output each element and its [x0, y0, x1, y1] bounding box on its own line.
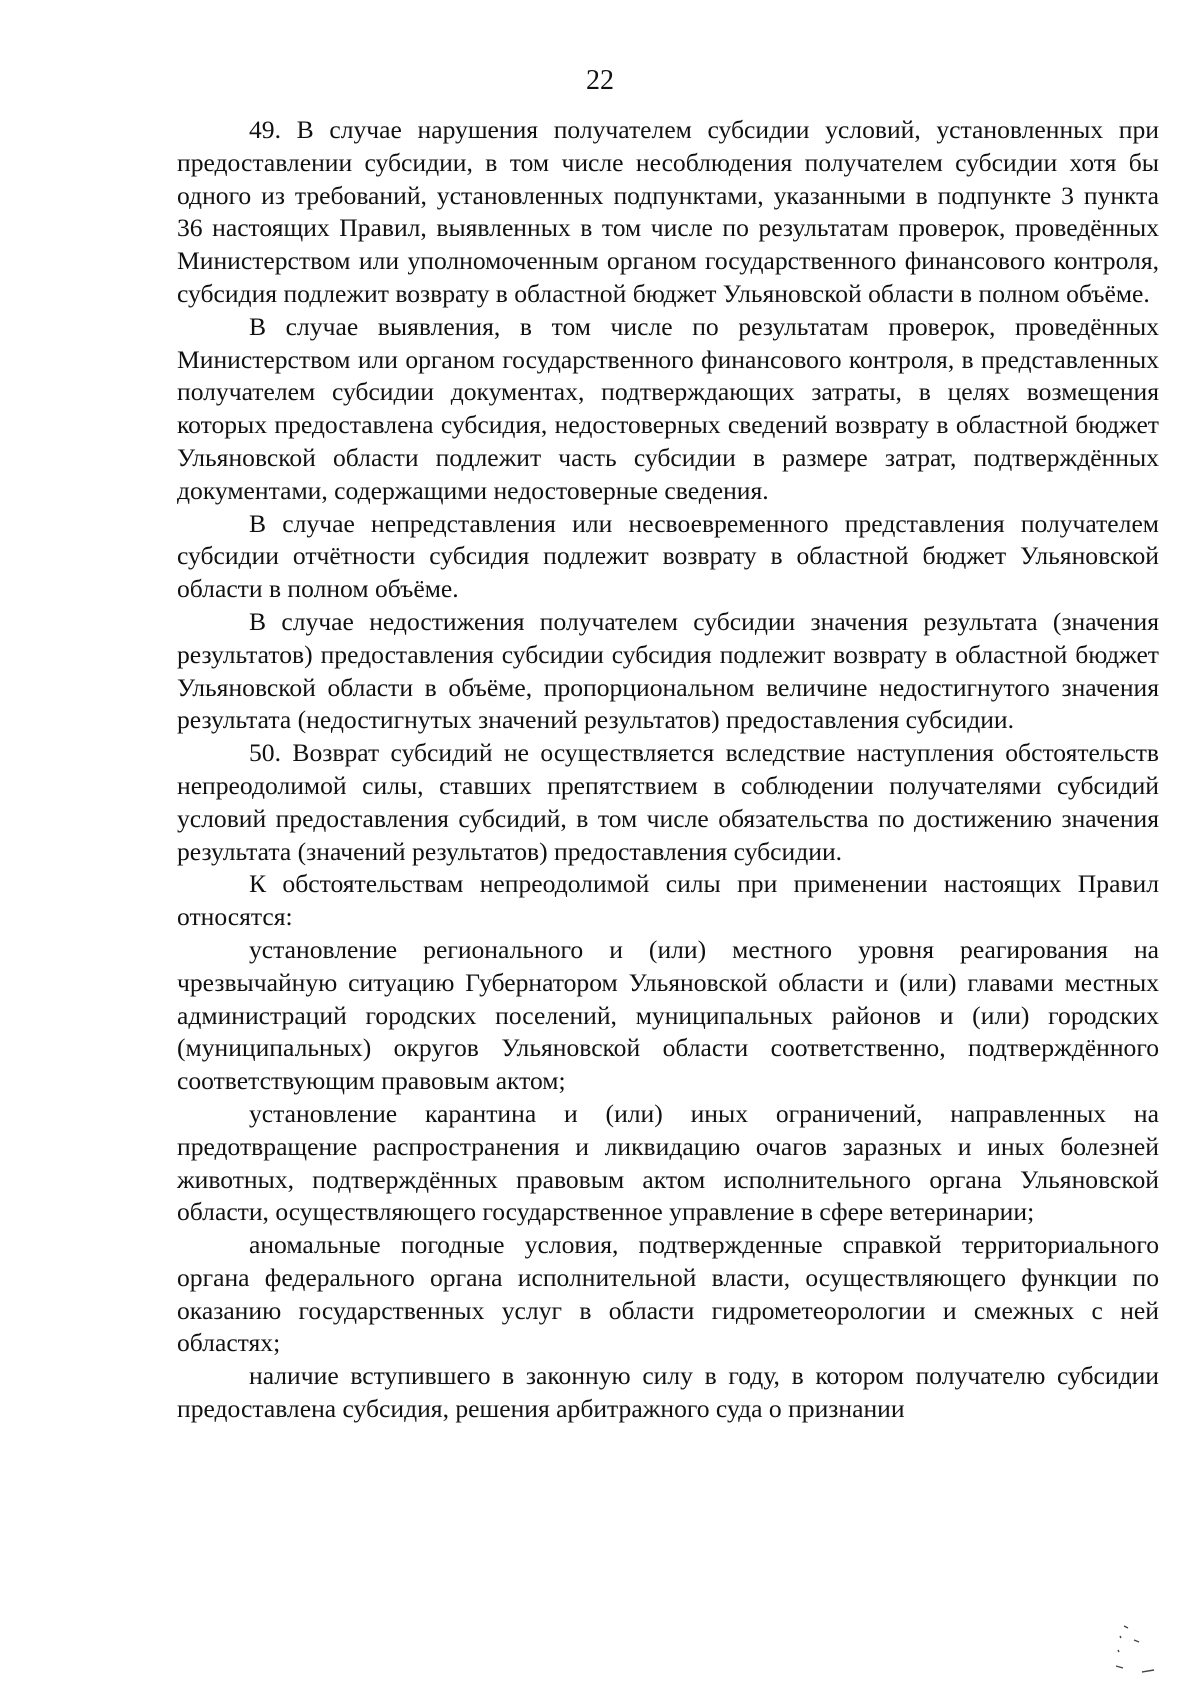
document-body	[177, 114, 1159, 1426]
scan-marks	[1110, 1620, 1180, 1690]
paragraph-49: 49. В случае нарушения получателем субсидии условий, установленных при предоставлении субсидии, в том числе несоблюдения получателем субсидии хотя бы одного из требований, установленных подпунктами, указанными в подпункте 3 пункта 36 настоящих Правил, выявленных в том числе по результатам проверок, проведённых Министерством или уполномоченным органом государственного финансового контроля, субсидия подлежит возврату в областной бюджет Ульяновской области в полном объёме.	[177, 115, 1159, 308]
paragraph-reporting: В случае непредставления или несвоевременного представления получателем субсидии отчётности субсидия подлежит возврату в областной бюджет Ульяновской области в полном объёме.	[177, 508, 1159, 604]
paragraph-emergency-regime: установление регионального и (или) местного уровня реагирования на чрезвычайную ситуацию Губернатором Ульяновской области и (или) главами местных администраций городских поселений, муниципальных районов и (или) городских (муниципальных) округов Ульяновской области соответственно, подтверждённого соответствующим правовым актом;	[177, 934, 1159, 1096]
paragraph-force-majeure-intro: К обстоятельствам непреодолимой силы при применении настоящих Правил относятся:	[177, 869, 1159, 932]
page-number: 22	[586, 65, 614, 96]
paragraph-unreliable-info: В случае выявления, в том числе по результатам проверок, проведённых Министерством или органом государственного финансового контроля, в представленных получателем субсидии документах, подтверждающих затраты, в целях возмещения которых предоставлена субсидия, недостоверных сведений возврату в областной бюджет Ульяновской области подлежит часть субсидии в размере затрат, подтверждённых документами, содержащими недостоверные сведения.	[177, 311, 1159, 505]
paragraph-court-decision: наличие вступившего в законную силу в году, в котором получателю субсидии предоставлена субсидия, решения арбитражного суда о признании	[177, 1361, 1159, 1424]
paragraph-result-shortfall: В случае недостижения получателем субсидии значения результата (значения результатов) предоставления субсидии субсидия подлежит возврату в областной бюджет Ульяновской области в объёме, пропорциональном величине недостигнутого значения результата (недостигнутых значений результатов) предоставления субсидии.	[177, 606, 1159, 735]
paragraph-50: 50. Возврат субсидий не осуществляется вследствие наступления обстоятельств непреодолимой силы, ставших препятствием в соблюдении получателями субсидий условий предоставления субсидий, в том числе обязательства по достижению значения результата (значений результатов) предоставления субсидии.	[177, 738, 1159, 866]
paragraph-quarantine: установление карантина и (или) иных ограничений, направленных на предотвращение распространения и ликвидацию очагов заразных и иных болезней животных, подтверждённых правовым актом исполнительного органа Ульяновской области, осуществляющего государственное управление в сфере ветеринарии;	[177, 1098, 1159, 1227]
paragraph-weather: аномальные погодные условия, подтвержденные справкой территориального органа федерального органа исполнительной власти, осуществляющего функции по оказанию государственных услуг в области гидрометеорологии и смежных с ней областях;	[177, 1230, 1159, 1358]
